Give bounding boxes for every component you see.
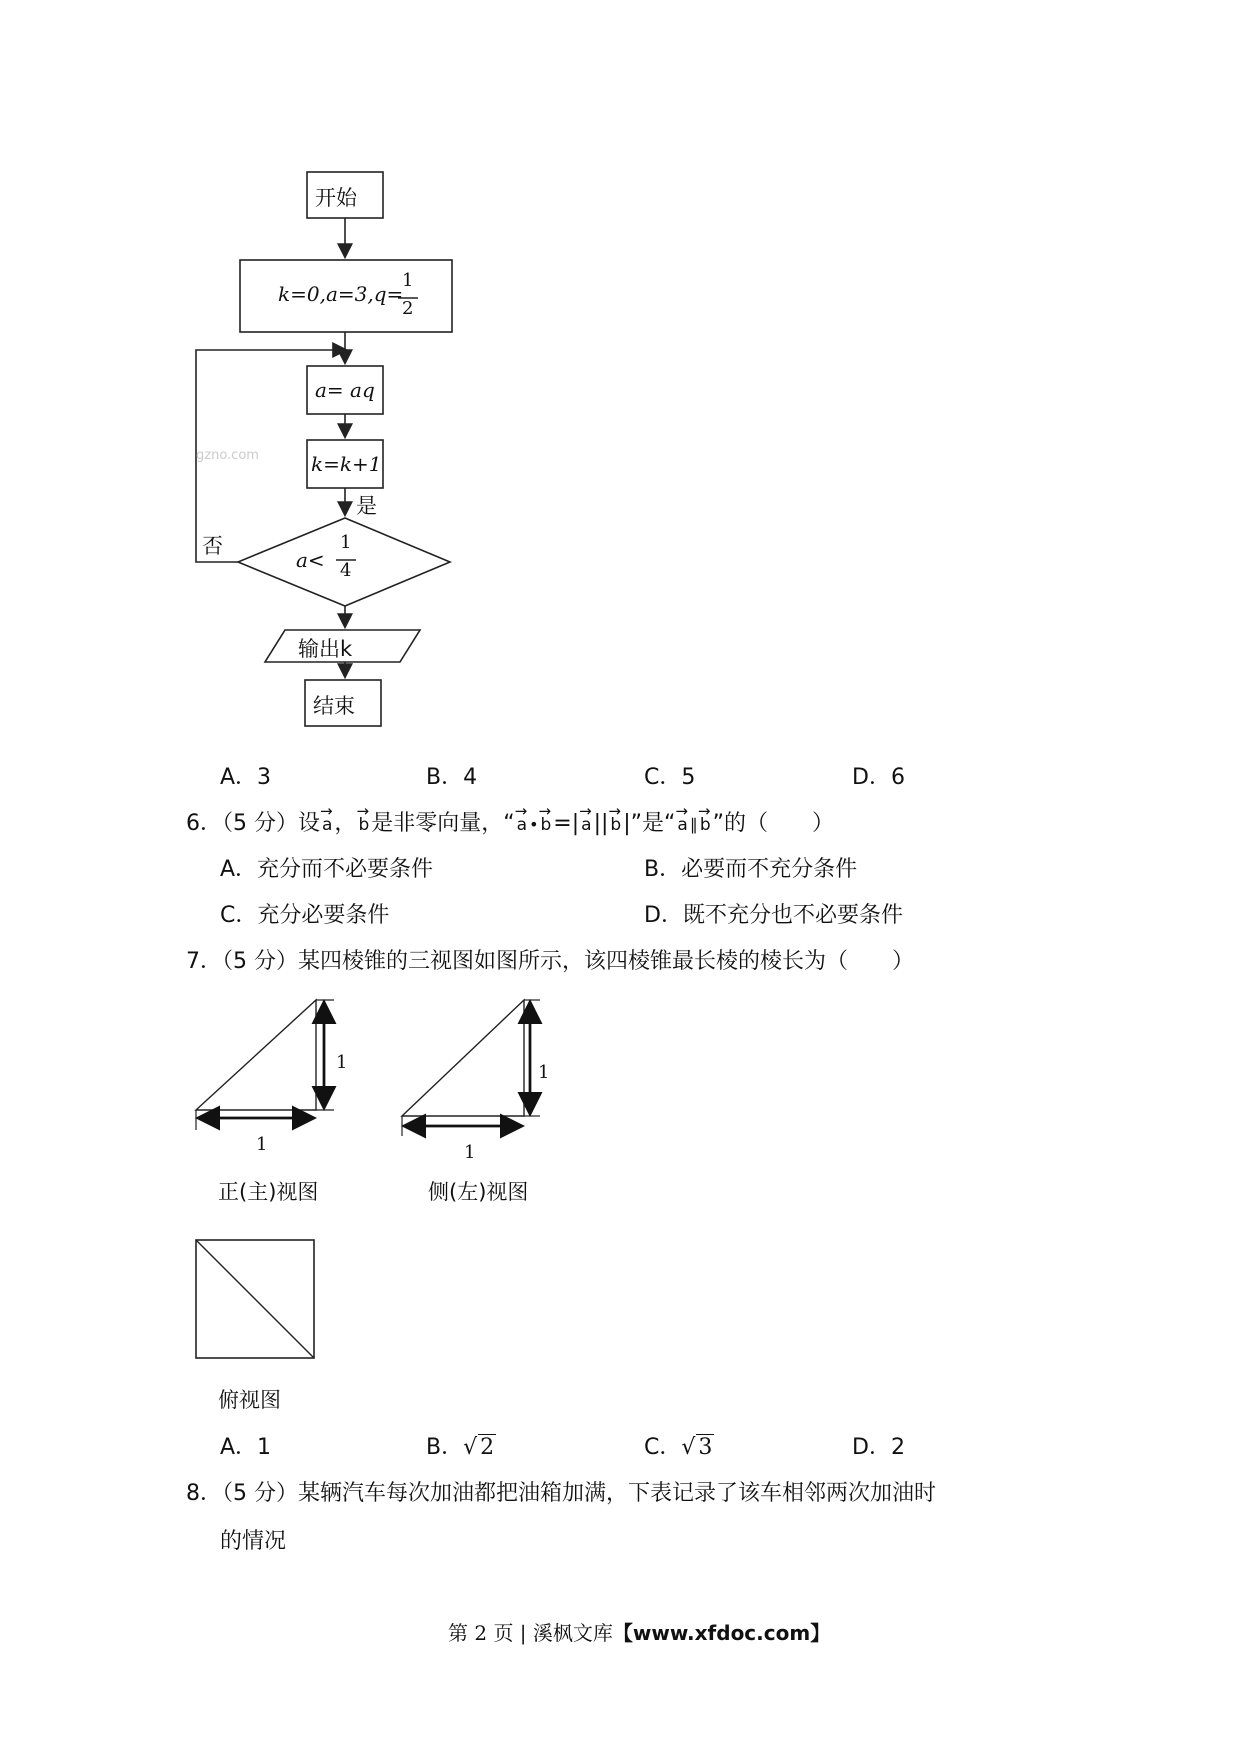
front-view [196, 1000, 334, 1130]
flow-cond-frac-num: 1 [340, 532, 352, 553]
flow-no-label: 否 [202, 534, 223, 558]
flow-output-label: 输出k [298, 637, 353, 661]
q7-option-b: B．√ 2 [426, 1435, 495, 1460]
q7-option-c: C．√ 3 [644, 1435, 713, 1460]
side-view-label: 侧(左)视图 [428, 1180, 529, 1204]
q7-option-d: D．2 [852, 1435, 905, 1460]
flow-step2-label: k=k+1 [311, 452, 382, 476]
q6-option-a: A．充分而不必要条件 [220, 857, 434, 882]
sqrt-2: √ 2 [463, 1435, 495, 1460]
footer-site-link[interactable]: 【www.xfdoc.com】 [612, 1621, 831, 1645]
flow-yes-label: 是 [356, 494, 377, 518]
flow-cond-frac-den: 4 [340, 560, 352, 581]
q6-option-c: C．充分必要条件 [220, 903, 390, 928]
q7-question: 7．（5 分）某四棱锥的三视图如图所示，该四棱锥最长棱的棱长为（ ） [186, 949, 914, 974]
page-footer [448, 1617, 830, 1646]
three-view-diagrams [0, 980, 600, 1360]
flow-init-label: k=0,a=3,q= [278, 282, 404, 306]
vector-b: → b [356, 815, 371, 835]
q5-option-c: C．5 [644, 765, 696, 790]
top-view-label: 俯视图 [218, 1388, 281, 1412]
q5-option-a: A．3 [220, 765, 272, 790]
front-view-width-label: 1 [256, 1134, 268, 1155]
q8-question-line2: 的情况 [220, 1529, 287, 1554]
side-view-width-label: 1 [464, 1142, 476, 1163]
q5-option-d: D．6 [852, 765, 905, 790]
q6-number: 6． [186, 811, 222, 836]
footer-page: 第 2 页 | 溪枫文库 [448, 1621, 613, 1645]
top-view [196, 1240, 314, 1358]
q6-score: （5 分）设 [222, 811, 320, 836]
flow-end-label: 结束 [313, 694, 355, 718]
flowchart [0, 0, 460, 740]
flow-init-frac-den: 2 [402, 298, 414, 319]
flow-cond-label: a< [296, 548, 325, 572]
side-view-height-label: 1 [538, 1062, 550, 1083]
front-view-height-label: 1 [336, 1052, 348, 1073]
q6-option-d: D．既不充分也不必要条件 [644, 903, 903, 928]
flow-start-label: 开始 [315, 186, 357, 210]
front-view-label: 正(主)视图 [218, 1180, 319, 1204]
q6-question: 6．（5 分）设→ a，→ b是非零向量，“→ a •→ b=|→ a||→ b|”是“→ a ∥→ b”的（ ） [186, 806, 834, 837]
flow-init-frac-num: 1 [402, 270, 414, 291]
flow-step1-label: a= aq [315, 378, 375, 402]
side-view [402, 1000, 540, 1136]
q5-option-b: B．4 [426, 765, 478, 790]
vector-a: → a [320, 815, 334, 835]
q7-option-a: A．1 [220, 1435, 272, 1460]
flow-watermark: gzno.com [196, 448, 259, 463]
q8-question-line1: 8．（5 分）某辆汽车每次加油都把油箱加满，下表记录了该车相邻两次加油时 [186, 1481, 936, 1506]
q6-option-b: B．必要而不充分条件 [644, 857, 858, 882]
sqrt-3: √ 3 [681, 1435, 713, 1460]
